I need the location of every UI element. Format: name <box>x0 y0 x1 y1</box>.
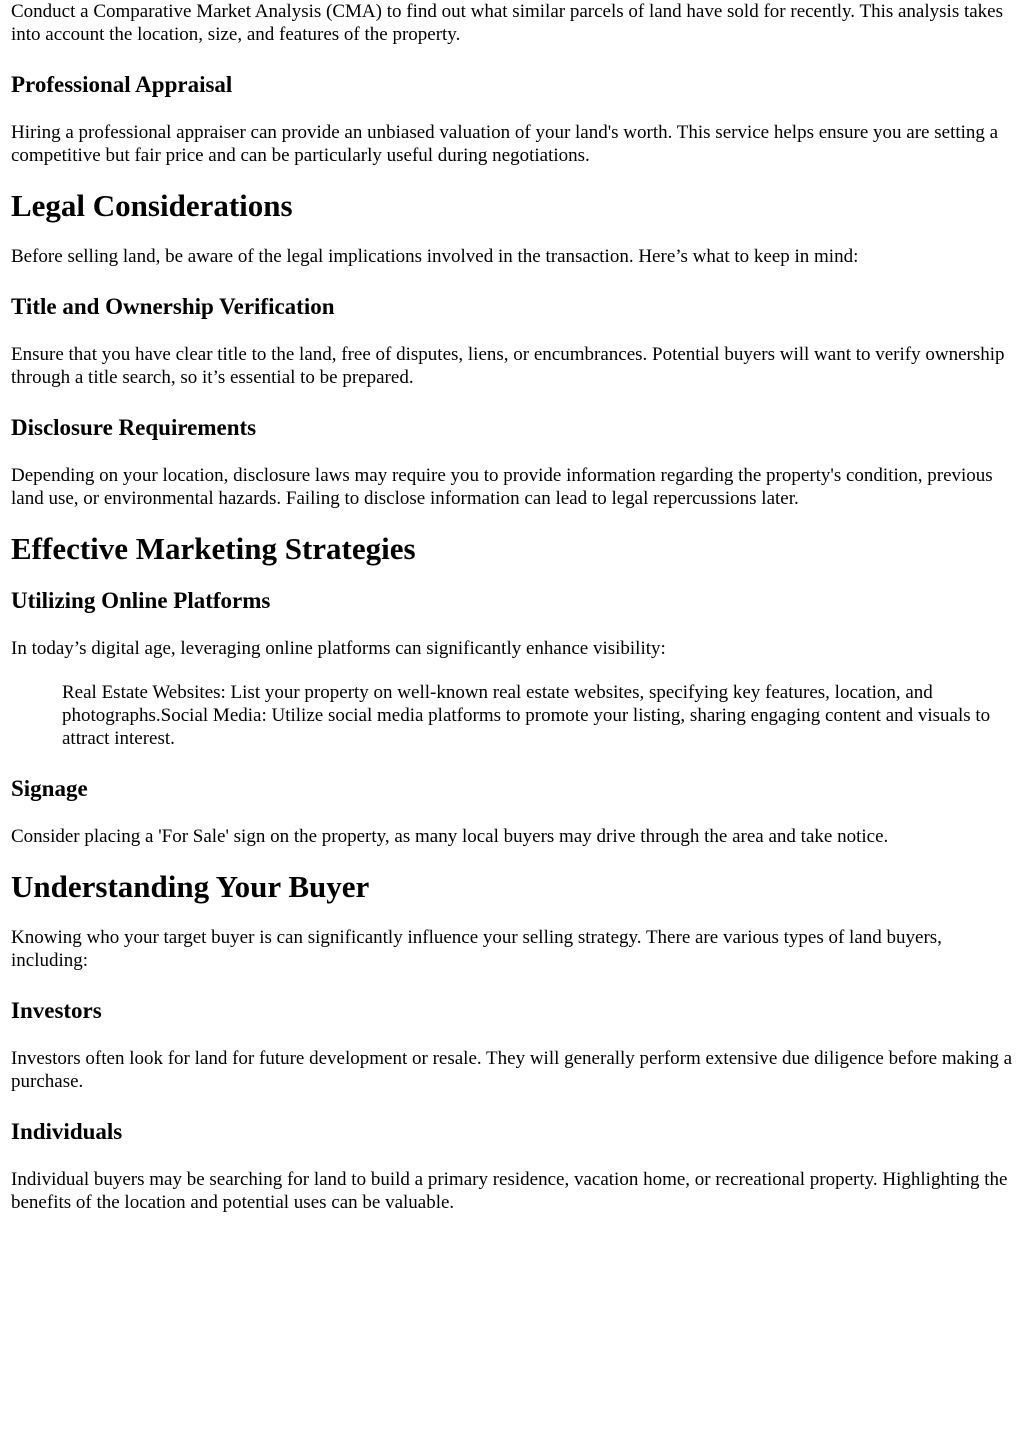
online-platforms-paragraph: In today’s digital age, leveraging online platforms can significantly enhance visibility: <box>11 638 666 659</box>
disclosure-requirements-heading: Disclosure Requirements <box>11 415 257 440</box>
marketing-strategies-heading: Effective Marketing Strategies <box>11 531 416 566</box>
investors-heading: Investors <box>11 998 102 1023</box>
understanding-buyer-paragraph: Knowing who your target buyer is can significantly influence your selling strategy. There are various types of land buyers, including: <box>11 927 942 971</box>
online-platforms-quote: Real Estate Websites: List your property on well-known real estate websites, specifying key features, location, and photographs.Social Media: Utilize social media platforms to promote your listing, sharing engaging content and visuals to attract interest. <box>62 682 991 749</box>
understanding-buyer-heading: Understanding Your Buyer <box>11 869 370 904</box>
disclosure-requirements-paragraph: Depending on your location, disclosure laws may require you to provide information regarding the property's condition, previous land use, or environmental hazards. Failing to disclose information can lead to legal repercussions later. <box>11 465 993 509</box>
legal-considerations-paragraph: Before selling land, be aware of the legal implications involved in the transaction. Here’s what to keep in mind: <box>11 246 859 267</box>
investors-paragraph: Investors often look for land for future development or resale. They will generally perform extensive due diligence before making a purchase. <box>11 1048 1013 1092</box>
signage-paragraph: Consider placing a 'For Sale' sign on the property, as many local buyers may drive through the area and take notice. <box>11 826 889 847</box>
title-ownership-paragraph: Ensure that you have clear title to the land, free of disputes, liens, or encumbrances. Potential buyers will want to verify ownership through a title search, so it’s essential to be prepared. <box>11 344 1005 388</box>
cma-paragraph: Conduct a Comparative Market Analysis (CMA) to find out what similar parcels of land have sold for recently. This analysis takes into account the location, size, and features of the property. <box>11 1 1003 45</box>
individuals-heading: Individuals <box>11 1119 123 1144</box>
signage-heading: Signage <box>11 776 88 801</box>
online-platforms-heading: Utilizing Online Platforms <box>11 588 271 613</box>
individuals-paragraph: Individual buyers may be searching for land to build a primary residence, vacation home, or recreational property. Highlighting the benefits of the location and potential uses can be valuable. <box>11 1169 1008 1213</box>
legal-considerations-heading: Legal Considerations <box>11 188 293 223</box>
professional-appraisal-paragraph: Hiring a professional appraiser can provide an unbiased valuation of your land's worth. This service helps ensure you are setting a competitive but fair price and can be particularly useful during negotiations. <box>11 122 999 166</box>
title-ownership-heading: Title and Ownership Verification <box>11 294 335 319</box>
professional-appraisal-heading: Professional Appraisal <box>11 72 233 97</box>
